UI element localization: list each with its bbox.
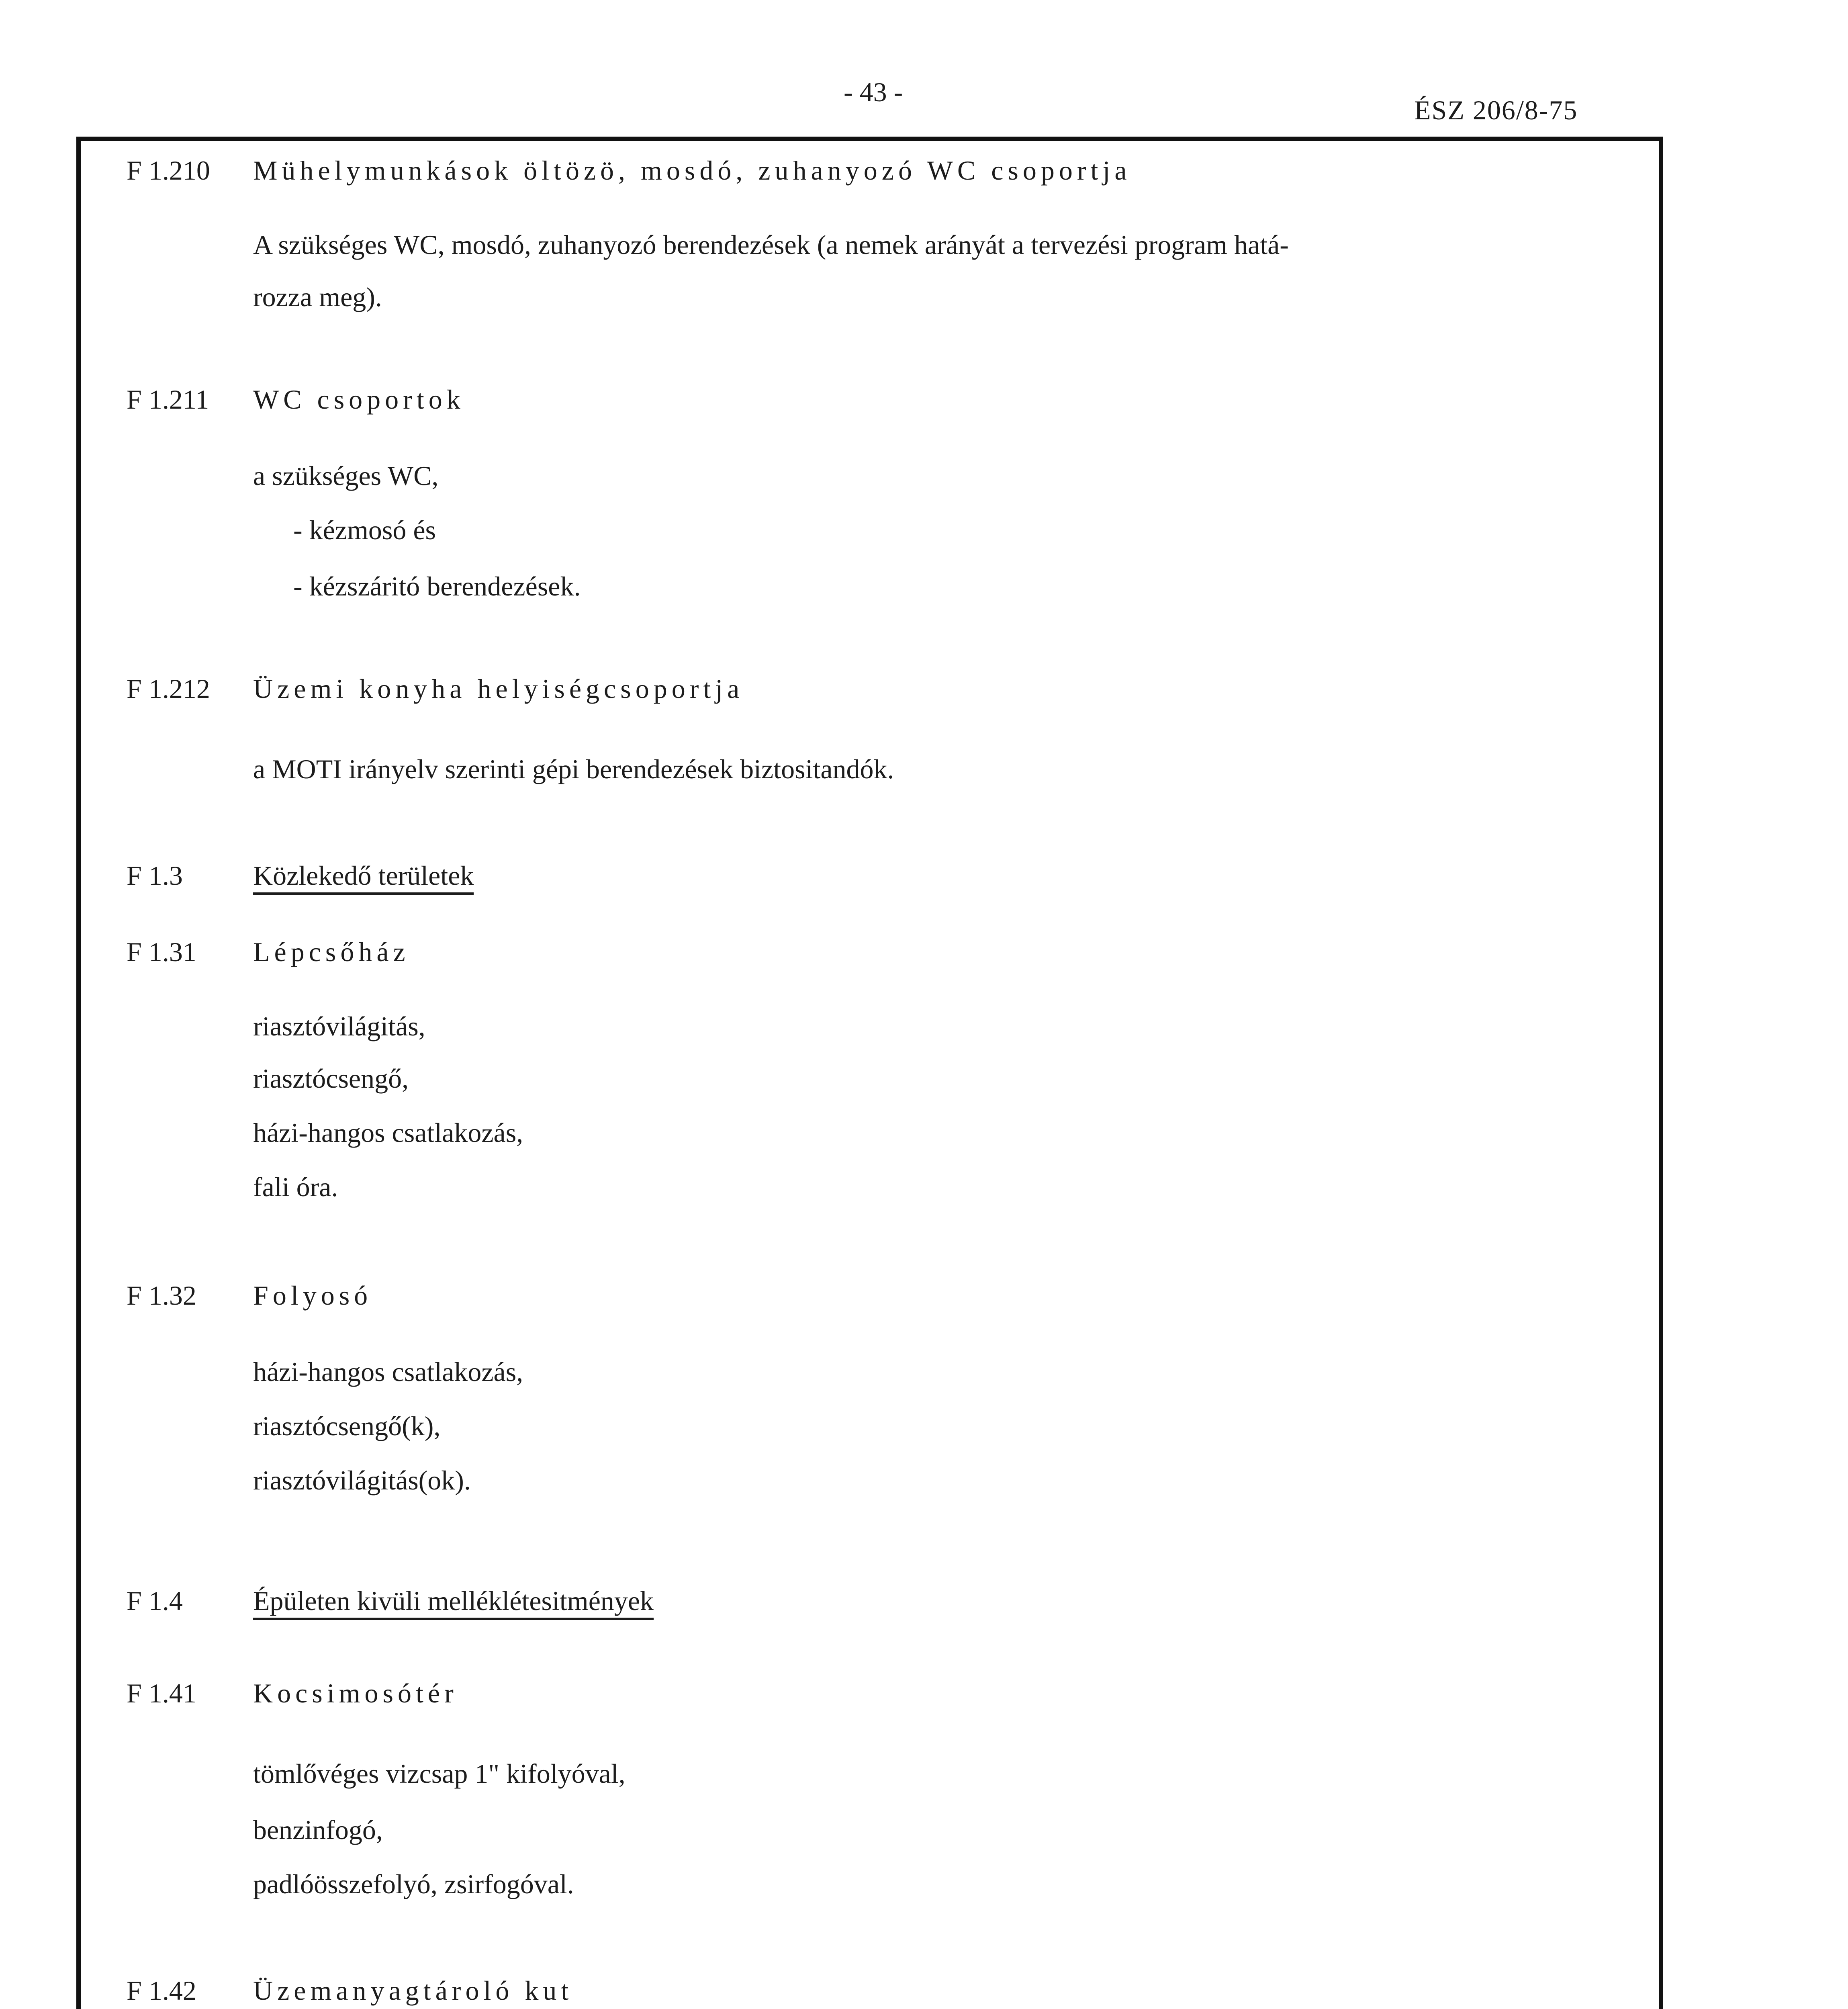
body-line: riasztóvilágitás, bbox=[253, 1011, 425, 1041]
section-code: F 1.32 bbox=[127, 1280, 196, 1311]
body-line: riasztóvilágitás(ok). bbox=[253, 1465, 471, 1495]
section-title: Kocsimosótér bbox=[253, 1678, 458, 1708]
section-code: F 1.3 bbox=[127, 860, 183, 891]
section-code: F 1.212 bbox=[127, 673, 210, 704]
section-code: F 1.4 bbox=[127, 1586, 183, 1616]
section-title: Folyosó bbox=[253, 1280, 372, 1311]
document-reference: ÉSZ 206/8-75 bbox=[1414, 95, 1578, 125]
section-title: Üzemi konyha helyiségcsoportja bbox=[253, 673, 744, 704]
section-code: F 1.31 bbox=[127, 937, 196, 967]
section-code: F 1.41 bbox=[127, 1678, 196, 1708]
section-code: F 1.210 bbox=[127, 155, 210, 186]
section-heading-underlined: Épületen kivüli melléklétesitmények bbox=[253, 1587, 654, 1620]
section-title: WC csoportok bbox=[253, 384, 465, 415]
list-item: - kézszáritó berendezések. bbox=[293, 571, 581, 601]
page-number: - 43 - bbox=[844, 77, 903, 107]
body-line: fali óra. bbox=[253, 1172, 338, 1202]
section-title: Mühelymunkások öltözö, mosdó, zuhanyozó WC csoportja bbox=[253, 155, 1131, 186]
section-code: F 1.42 bbox=[127, 1975, 196, 2006]
body-line: tömlővéges vizcsap 1" kifolyóval, bbox=[253, 1758, 626, 1789]
body-line: házi-hangos csatlakozás, bbox=[253, 1356, 523, 1387]
body-line: padlóösszefolyó, zsirfogóval. bbox=[253, 1869, 574, 1899]
section-title: Lépcsőház bbox=[253, 937, 410, 967]
body-line: benzinfogó, bbox=[253, 1815, 383, 1845]
list-item: - kézmosó és bbox=[293, 515, 436, 545]
body-line: a szükséges WC, bbox=[253, 460, 439, 491]
body-line: riasztócsengő, bbox=[253, 1063, 409, 1094]
body-line: házi-hangos csatlakozás, bbox=[253, 1117, 523, 1148]
section-title: Üzemanyagtároló kut bbox=[253, 1975, 573, 2006]
section-heading-underlined: Közlekedő területek bbox=[253, 862, 474, 895]
section-code: F 1.211 bbox=[127, 384, 209, 415]
body-line: rozza meg). bbox=[253, 282, 382, 312]
body-line: riasztócsengő(k), bbox=[253, 1411, 441, 1441]
body-line: A szükséges WC, mosdó, zuhanyozó berendezések (a nemek arányát a tervezési program hatá- bbox=[253, 229, 1289, 260]
body-line: a MOTI irányelv szerinti gépi berendezések biztositandók. bbox=[253, 754, 894, 784]
